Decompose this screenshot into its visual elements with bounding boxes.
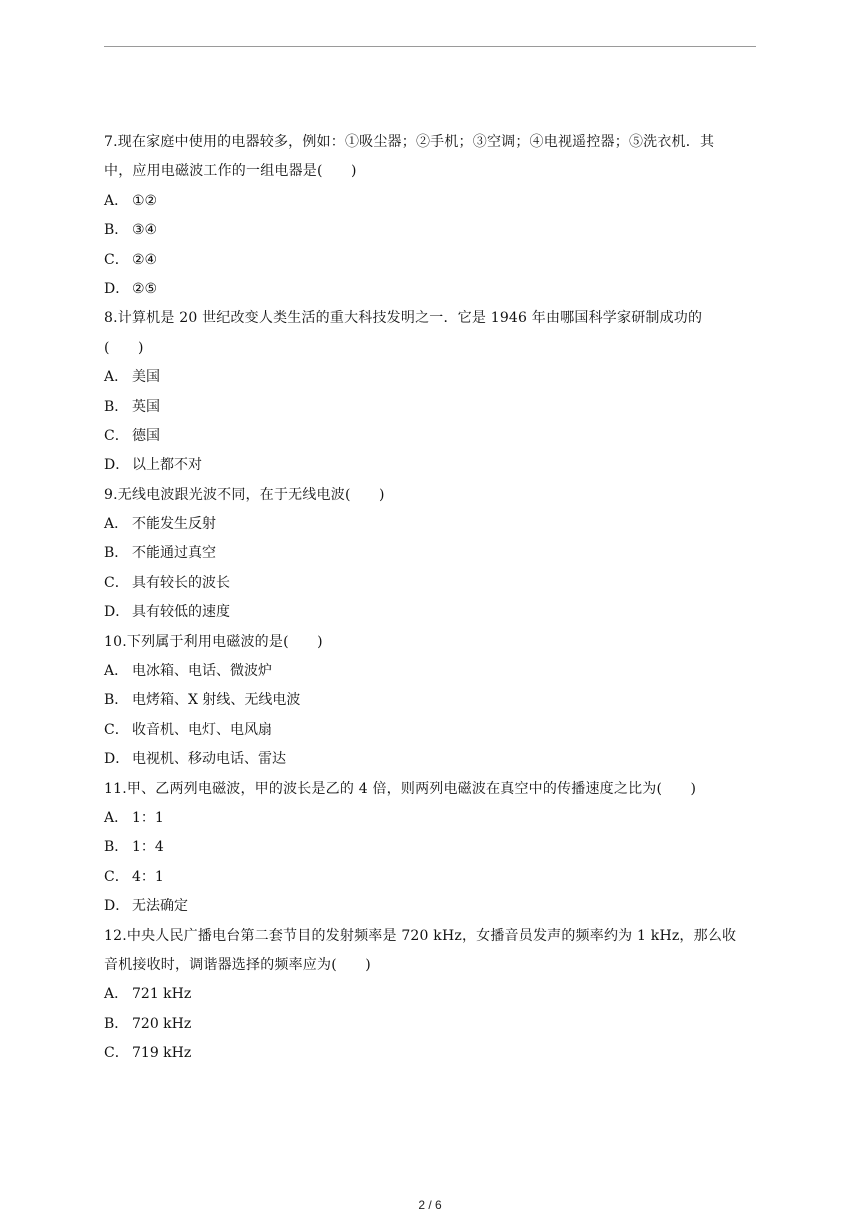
option-text: 电冰箱、电话、微波炉 bbox=[132, 663, 272, 680]
option-b bbox=[104, 686, 760, 715]
question-text-line: 8.计算机是 20 世纪改变人类生活的重大科技发明之一．它是 1946 年由哪国科学家研制成功的 bbox=[104, 310, 703, 327]
page-number: 2 / 6 bbox=[418, 1198, 442, 1212]
option-text: 收音机、电灯、电风扇 bbox=[132, 721, 272, 738]
question-text-line: 7.现在家庭中使用的电器较多，例如：①吸尘器；②手机；③空调；④电视遥控器；⑤洗衣机．其 bbox=[104, 134, 715, 150]
option-letter: A． bbox=[104, 516, 129, 533]
option-a bbox=[104, 510, 760, 539]
option-text: 721 kHz bbox=[132, 986, 192, 1003]
option-d bbox=[104, 451, 760, 480]
question-text-line: 11.甲、乙两列电磁波，甲的波长是乙的 4 倍，则两列电磁波在真空中的传播速度之比为( ) bbox=[104, 780, 697, 797]
option-a bbox=[104, 980, 760, 1009]
option-letter: B． bbox=[104, 545, 129, 562]
option-letter: C． bbox=[104, 721, 129, 738]
option-text: ③④ bbox=[132, 222, 158, 239]
option-a bbox=[104, 363, 760, 392]
question-7 bbox=[104, 128, 760, 304]
option-b bbox=[104, 1010, 760, 1039]
question-text-line: 音机接收时，调谐器选择的频率应为( ) bbox=[104, 956, 371, 973]
option-text: 电视机、移动电话、雷达 bbox=[132, 751, 286, 768]
question-12 bbox=[104, 922, 760, 1069]
option-letter: D． bbox=[104, 898, 130, 915]
option-text: 电烤箱、X 射线、无线电波 bbox=[132, 692, 301, 709]
option-letter: C． bbox=[104, 251, 129, 268]
option-d bbox=[104, 892, 760, 921]
option-text: ②⑤ bbox=[132, 280, 158, 297]
option-text: ②④ bbox=[132, 251, 158, 268]
option-letter: D． bbox=[104, 280, 130, 297]
option-b bbox=[104, 393, 760, 422]
option-letter: B． bbox=[104, 1015, 129, 1032]
question-text-line: ( ) bbox=[104, 339, 144, 356]
option-letter: B． bbox=[104, 398, 129, 415]
option-letter: B． bbox=[104, 692, 129, 709]
option-letter: C． bbox=[104, 868, 129, 885]
option-letter: C． bbox=[104, 1045, 129, 1062]
option-letter: A． bbox=[104, 369, 129, 386]
option-a bbox=[104, 804, 760, 833]
option-letter: D． bbox=[104, 604, 130, 621]
header-rule bbox=[104, 46, 756, 47]
option-d bbox=[104, 598, 760, 627]
question-text-line: 12.中央人民广播电台第二套节目的发射频率是 720 kHz，女播音员发声的频率约为 1 kHz，那么收 bbox=[104, 927, 737, 944]
option-letter: A． bbox=[104, 663, 129, 680]
option-text: 720 kHz bbox=[132, 1015, 192, 1032]
option-c bbox=[104, 1039, 760, 1068]
option-letter: C． bbox=[104, 574, 129, 591]
option-text: 英国 bbox=[132, 398, 160, 415]
option-letter: A． bbox=[104, 192, 129, 209]
option-d bbox=[104, 745, 760, 774]
option-letter: D． bbox=[104, 751, 130, 768]
option-b bbox=[104, 833, 760, 862]
option-text: 不能通过真空 bbox=[132, 545, 216, 562]
option-text: 719 kHz bbox=[132, 1045, 192, 1062]
option-c bbox=[104, 716, 760, 745]
option-d bbox=[104, 275, 760, 304]
option-text: 4：1 bbox=[132, 868, 164, 885]
question-text-line: 9.无线电波跟光波不同，在于无线电波( ) bbox=[104, 486, 385, 503]
option-letter: B． bbox=[104, 222, 129, 239]
option-letter: D． bbox=[104, 457, 130, 474]
option-c bbox=[104, 246, 760, 275]
option-text: 无法确定 bbox=[132, 898, 188, 915]
option-text: 德国 bbox=[132, 427, 160, 444]
option-text: 以上都不对 bbox=[132, 457, 202, 474]
option-c bbox=[104, 863, 760, 892]
question-9 bbox=[104, 481, 760, 628]
option-letter: A． bbox=[104, 986, 129, 1003]
option-text: 美国 bbox=[132, 369, 160, 386]
option-text: 1：1 bbox=[132, 809, 164, 826]
option-text: 具有较长的波长 bbox=[132, 574, 230, 591]
question-11 bbox=[104, 775, 760, 922]
question-list bbox=[104, 128, 760, 1069]
question-8 bbox=[104, 304, 760, 480]
option-c bbox=[104, 422, 760, 451]
option-text: 不能发生反射 bbox=[132, 516, 216, 533]
option-text: 1：4 bbox=[132, 839, 164, 856]
option-b bbox=[104, 216, 760, 245]
option-text: 具有较低的速度 bbox=[132, 604, 230, 621]
option-letter: C． bbox=[104, 427, 129, 444]
option-c bbox=[104, 569, 760, 598]
option-text: ①② bbox=[132, 192, 158, 209]
option-letter: B． bbox=[104, 839, 129, 856]
question-text-line: 10.下列属于利用电磁波的是( ) bbox=[104, 633, 323, 650]
question-10 bbox=[104, 628, 760, 775]
option-a bbox=[104, 187, 760, 216]
question-text-line: 中，应用电磁波工作的一组电器是( ) bbox=[104, 163, 357, 180]
option-b bbox=[104, 539, 760, 568]
option-letter: A． bbox=[104, 809, 129, 826]
option-a bbox=[104, 657, 760, 686]
